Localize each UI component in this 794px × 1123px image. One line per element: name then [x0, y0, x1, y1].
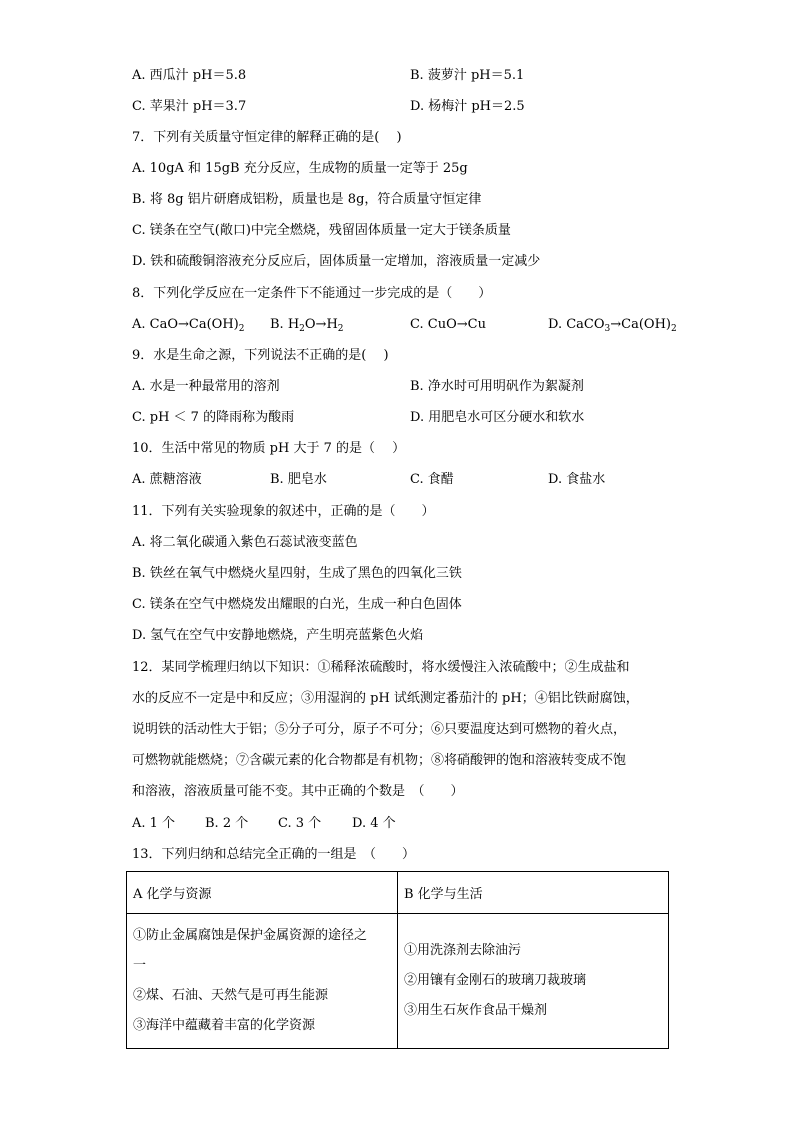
- q13-col-a-title: A 化学与资源: [127, 872, 398, 914]
- q10-option-a: A. 蔗糖溶液: [132, 472, 202, 487]
- q11-option-a: A. 将二氧化碳通入紫色石蕊试液变蓝色: [132, 535, 358, 550]
- q8-option-d: D. $CaCO_3\to Ca(OH)_2$: [548, 317, 677, 334]
- q8-option-a: A. $CaO\to Ca(OH)_2$: [132, 317, 245, 334]
- q10-option-d: D. 食盐水: [548, 472, 606, 487]
- q8-option-c: C. CuO→Cu: [410, 317, 486, 332]
- q12-option-a: A. 1 个: [132, 816, 176, 831]
- q13-col-a-body: [127, 914, 398, 1049]
- q12-stem-line-1: 12．某同学梳理归纳以下知识：①稀释浓硫酸时，将水缓慢注入浓硫酸中；②生成盐和: [132, 660, 630, 675]
- q10-stem: 10．生活中常见的物质 pH 大于 7 的是（ ）: [132, 441, 406, 456]
- q9-option-d: D. 用肥皂水可区分硬水和软水: [410, 410, 585, 425]
- q12-option-c: C. 3 个: [278, 816, 322, 831]
- q13-col-b-title: B 化学与生活: [398, 872, 669, 914]
- q9-option-a: A. 水是一种最常用的溶剂: [132, 379, 280, 394]
- q6-option-c: C. 苹果汁 pH＝3.7: [132, 99, 247, 114]
- q13-options-table: [126, 871, 669, 1049]
- q6-option-d: D. 杨梅汁 pH＝2.5: [410, 99, 525, 114]
- q13-col-b-item: ①用洗涤剂去除油污: [404, 943, 522, 958]
- q13-col-a-item: ①防止金属腐蚀是保护金属资源的途径之: [133, 928, 368, 943]
- q12-stem-line-5: 和溶液，溶液质量可能不变。其中正确的个数是 （ ）: [132, 784, 464, 799]
- q9-option-c: C. pH ＜ 7 的降雨称为酸雨: [132, 410, 295, 425]
- q11-option-b: B. 铁丝在氧气中燃烧火星四射，生成了黑色的四氧化三铁: [132, 566, 462, 581]
- q8-stem: 8．下列化学反应在一定条件下不能通过一步完成的是（ ）: [132, 286, 492, 301]
- q7-option-d: D. 铁和硫酸铜溶液充分反应后，固体质量一定增加，溶液质量一定减少: [132, 254, 541, 269]
- q13-col-a-item: ②煤、石油、天然气是可再生能源: [133, 988, 329, 1003]
- q6-option-a: A. 西瓜汁 pH＝5.8: [132, 68, 247, 83]
- q13-col-b-body: [398, 914, 669, 1049]
- q9-option-b: B. 净水时可用明矾作为絮凝剂: [410, 379, 584, 394]
- q8-option-b: B. $H_2O\to H_2$: [270, 317, 344, 334]
- q13-col-b-item: ③用生石灰作食品干燥剂: [404, 1003, 548, 1018]
- q13-col-b-item: ②用镶有金刚石的玻璃刀裁玻璃: [404, 973, 587, 988]
- q12-stem-line-3: 说明铁的活动性大于铝；⑤分子可分，原子不可分；⑥只要温度达到可燃物的着火点，: [132, 722, 627, 737]
- q12-stem-line-2: 水的反应不一定是中和反应；③用湿润的 pH 试纸测定番茄汁的 pH；④铝比铁耐腐蚀，: [132, 691, 639, 706]
- q12-stem-line-4: 可燃物就能燃烧；⑦含碳元素的化合物都是有机物；⑧将硝酸钾的饱和溶液转变成不饱: [132, 753, 627, 768]
- q12-option-b: B. 2 个: [205, 816, 249, 831]
- q9-stem: 9．水是生命之源，下列说法不正确的是( ): [132, 348, 389, 363]
- q7-stem: 7．下列有关质量守恒定律的解释正确的是( ): [132, 130, 402, 145]
- q13-col-a-item: 一: [133, 958, 147, 973]
- q13-stem: 13．下列归纳和总结完全正确的一组是 （ ）: [132, 847, 416, 862]
- q10-option-b: B. 肥皂水: [270, 472, 327, 487]
- q11-option-c: C. 镁条在空气中燃烧发出耀眼的白光，生成一种白色固体: [132, 597, 462, 612]
- q7-option-b: B. 将 8g 铝片研磨成铝粉，质量也是 8g，符合质量守恒定律: [132, 192, 482, 207]
- q6-option-b: B. 菠萝汁 pH＝5.1: [410, 68, 525, 83]
- q12-option-d: D. 4 个: [352, 816, 396, 831]
- q11-stem: 11．下列有关实验现象的叙述中，正确的是（ ）: [132, 504, 435, 519]
- q13-col-a-item: ③海洋中蕴藏着丰富的化学资源: [133, 1018, 316, 1033]
- q10-option-c: C. 食醋: [410, 472, 454, 487]
- q7-option-c: C. 镁条在空气(敞口)中完全燃烧，残留固体质量一定大于镁条质量: [132, 223, 511, 238]
- q11-option-d: D. 氢气在空气中安静地燃烧，产生明亮蓝紫色火焰: [132, 628, 424, 643]
- q7-option-a: A. 10gA 和 15gB 充分反应，生成物的质量一定等于 25g: [132, 161, 468, 176]
